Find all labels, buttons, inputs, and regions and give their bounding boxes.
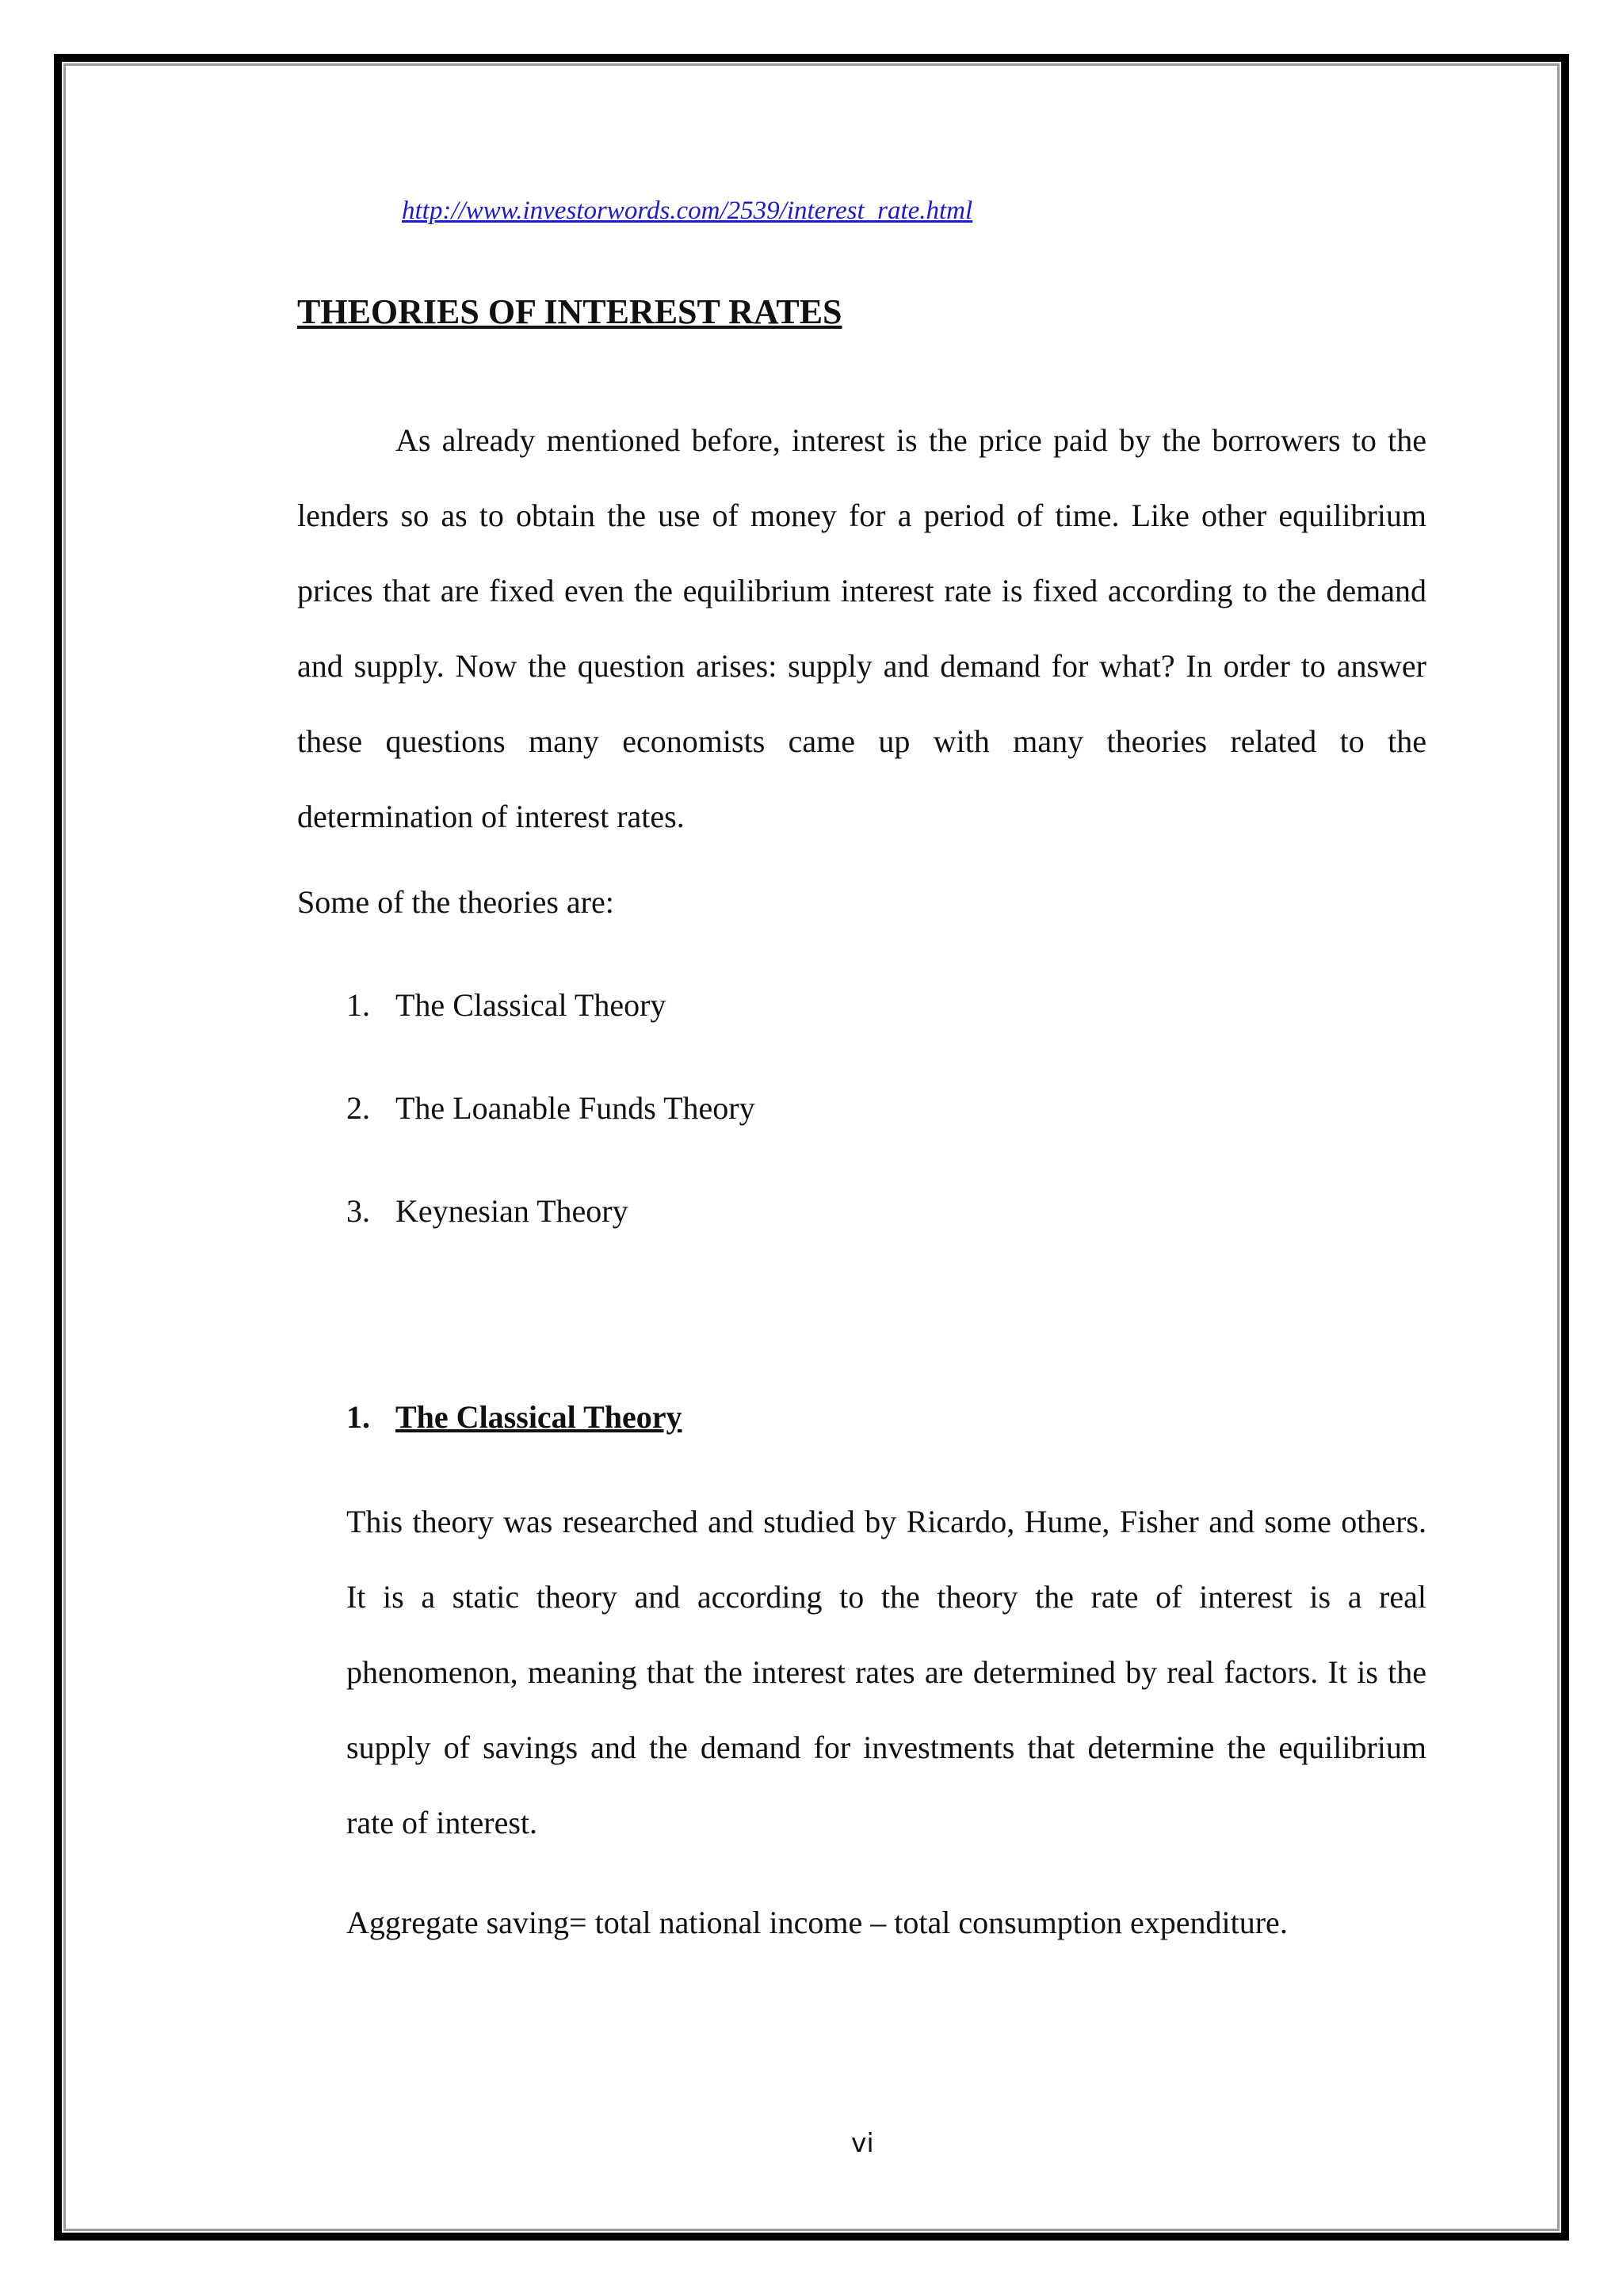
theory-list-item	[346, 1089, 755, 1127]
classical-theory-paragraph: This theory was researched and studied by Ricardo, Hume, Fisher and some others. It is a static theory and according to the theory the rate of interest is a real phenomenon, meaning that the interest rates are determined by real factors. It is the supply of savings and the demand for investments that determine the equilibrium rate of interest.	[346, 1504, 1426, 1840]
classical-heading-number: 1.	[346, 1399, 370, 1435]
intro-paragraph: As already mentioned before, interest is the price paid by the borrowers to the lenders so as to obtain the use of money for a period of time. Like other equilibrium prices that are fixed even the equilibrium interest rate is fixed according to the demand and supply. Now the question arises: supply and demand for what? In order to answer these questions many economists came up with many theories related to the determination of interest rates.	[297, 422, 1426, 834]
theory-list-item	[346, 986, 666, 1024]
theory-label: The Classical Theory	[395, 987, 666, 1023]
reference-url-link[interactable]: http://www.investorwords.com/2539/interest_rate.html	[402, 196, 973, 225]
page-number: vi	[851, 2127, 874, 2158]
aggregate-saving-formula: Aggregate saving= total national income – total consumption expenditure.	[346, 1905, 1288, 1940]
theory-label: Keynesian Theory	[395, 1193, 628, 1229]
classical-theory-heading	[346, 1398, 682, 1436]
classical-heading-title: The Classical Theory	[395, 1399, 682, 1435]
theory-number: 3.	[346, 1193, 370, 1229]
theory-label: The Loanable Funds Theory	[395, 1090, 755, 1126]
theory-list-item	[346, 1192, 628, 1230]
section-title: THEORIES OF INTEREST RATES	[297, 292, 842, 331]
theory-number: 1.	[346, 987, 370, 1023]
theory-number: 2.	[346, 1090, 370, 1126]
theories-intro: Some of the theories are:	[297, 884, 614, 920]
